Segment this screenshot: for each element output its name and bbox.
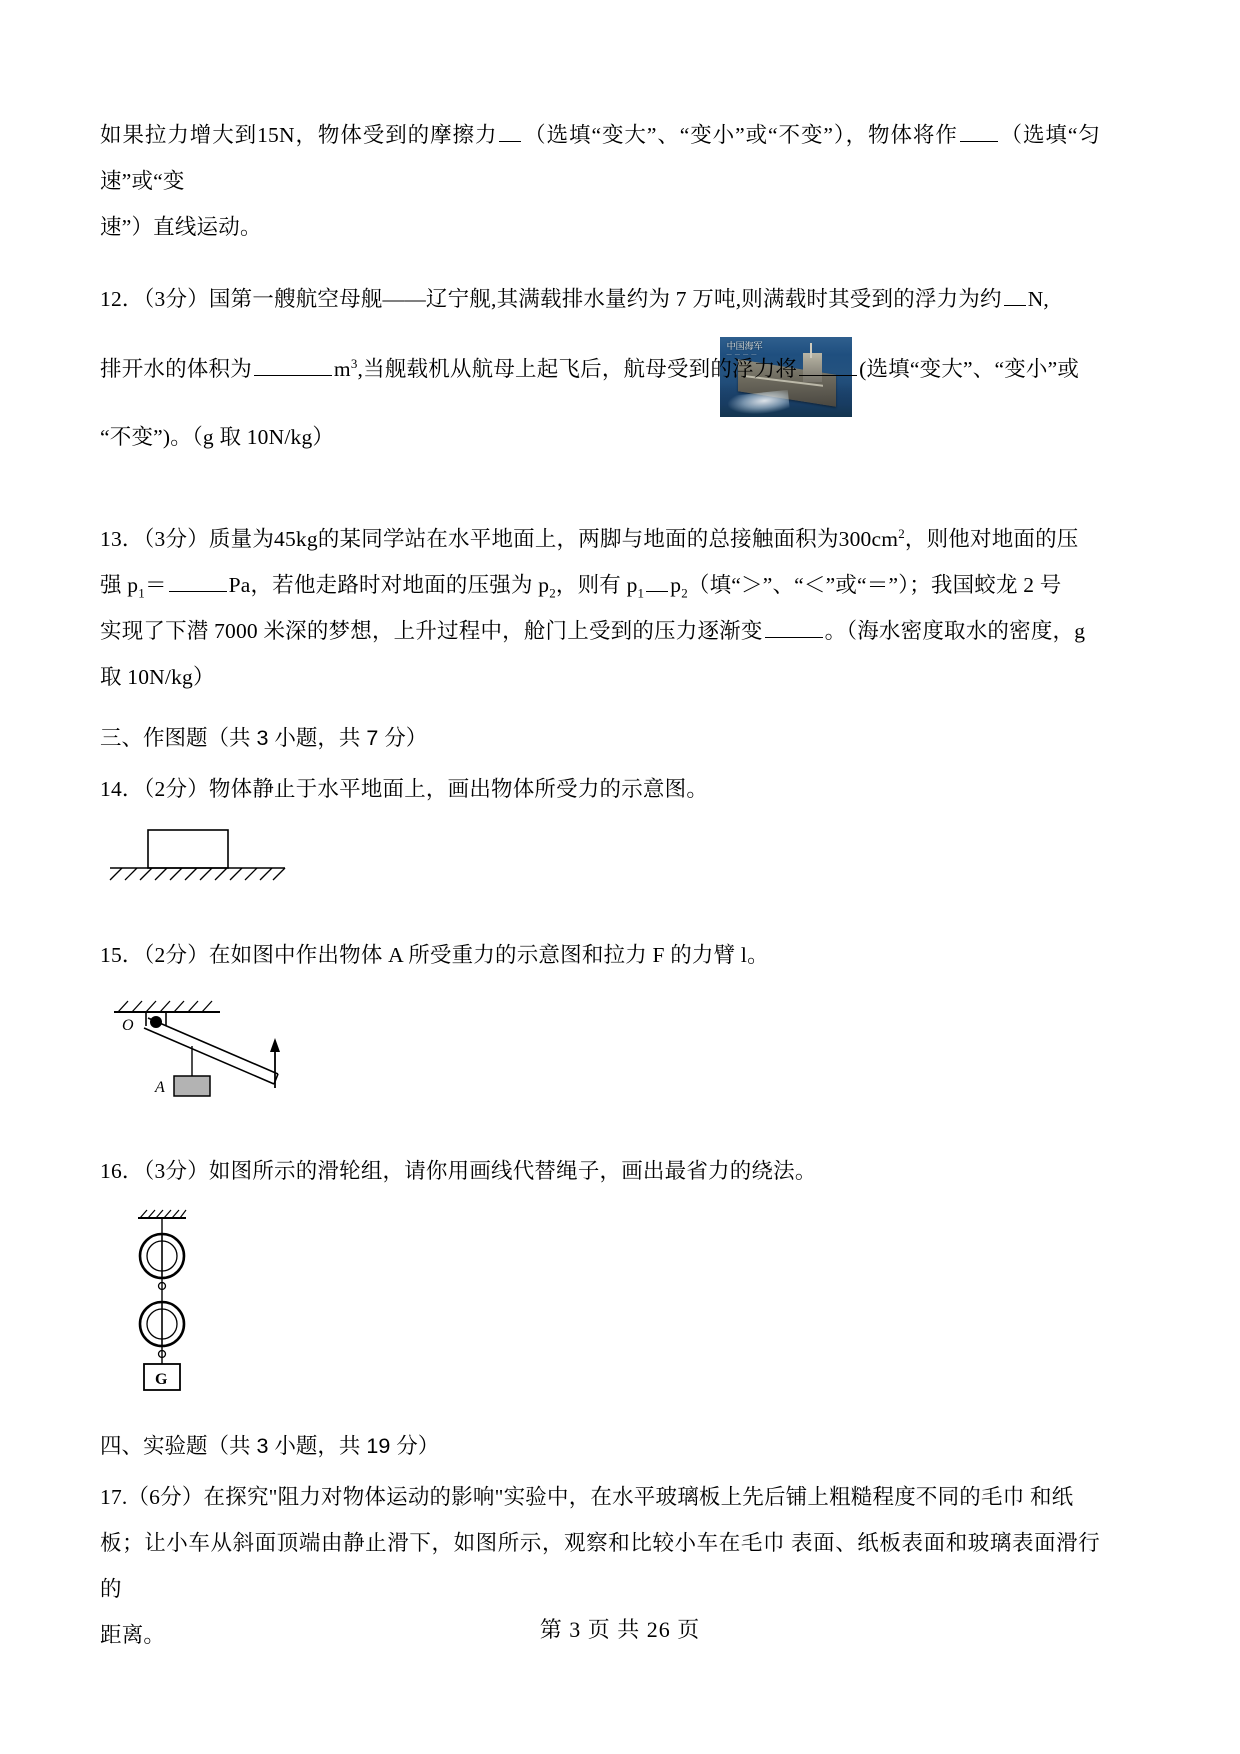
q13-line3-a: 实现了下潜 7000 米深的梦想，上升过程中，舱门上受到的压力逐渐变 (100, 619, 763, 643)
photo-caption-text: 中国海军 (726, 341, 763, 351)
q13-p1-sub: 1 (138, 585, 145, 601)
question-11-continuation (100, 112, 1100, 250)
figure-q14-block-on-ground (100, 822, 1100, 898)
q16-line-1 (100, 1148, 1100, 1194)
q15-score: （2分） (143, 943, 209, 967)
q14-diagram-svg (100, 822, 340, 898)
q17-number: 17. (100, 1485, 128, 1509)
q13-equals: ＝ (144, 573, 167, 597)
q11-text-a: 如果拉力增大到 (100, 123, 258, 147)
gap-before-q15 (100, 902, 1100, 932)
q16-text: 如图所示的滑轮组，请你用画线代替绳子，画出最省力的绕法。 (208, 1159, 817, 1183)
q13-line-1 (100, 516, 1100, 562)
section-heading-3: 三、作图题（共 3 小题，共 7 分） (100, 726, 428, 750)
q12-line2-b: ,当舰载机从航母上起飞后，航母受到的浮力将 (357, 357, 798, 381)
q15-force-arrow-head (270, 1038, 280, 1052)
q13-line3-b: 。（海水密度取水的密度，g (824, 619, 1086, 643)
section-heading-4: 四、实验题（共 3 小题，共 19 分） (100, 1434, 440, 1458)
q15-diagram-svg (100, 988, 360, 1118)
question-12 (100, 276, 1100, 460)
q12-blank-3[interactable] (799, 356, 857, 376)
q17-text-line1: 在探究"阻力对物体运动的影响"实验中，在水平玻璃板上先后铺上粗糙程度不同的毛巾 和纸 (203, 1485, 1074, 1509)
q12-unit-exponent: 3 (350, 355, 358, 371)
q14-number: 14． (100, 777, 144, 801)
question-16 (100, 1148, 1100, 1404)
q14-block-rect (148, 830, 228, 868)
q11-text-b: ，物体受到的摩擦力 (294, 123, 498, 147)
q14-text: 物体静止于水平地面上，画出物体所受力的示意图。 (208, 777, 709, 801)
q13-text-a: 质量为 (208, 527, 275, 551)
q13-text-c: ，则他对地面的压 (904, 527, 1079, 551)
q15-text: 在如图中作出物体 A 所受重力的示意图和拉力 F 的力臂 l。 (208, 943, 769, 967)
q16-number: 16． (100, 1159, 144, 1183)
gap-before-q13 (100, 464, 1100, 516)
q13-blank-1[interactable] (169, 572, 227, 592)
q11-line-1 (100, 112, 1100, 204)
q12-text-d: N, (1027, 287, 1050, 311)
q12-line3-b: 取 10N/kg） (219, 425, 335, 449)
gap-before-q12 (100, 254, 1100, 276)
page-footer: 第 3 页 共 26 页 (539, 1617, 701, 1642)
q13-area-value: 300cm (838, 527, 899, 551)
q12-blank-2[interactable] (254, 356, 332, 376)
q15-label-o: O (122, 1017, 134, 1034)
q17-line-1 (100, 1474, 1100, 1520)
figure-q16-pulley-system (100, 1204, 1100, 1404)
q13-line-4: 取 10N/kg） (100, 665, 215, 689)
q12-line-1 (100, 276, 1100, 322)
q13-mass-value: 45kg (274, 527, 318, 551)
q13-p1-sub-b: 1 (637, 585, 645, 601)
figure-q15-lever (100, 988, 1100, 1118)
question-15 (100, 932, 1100, 1118)
question-13 (100, 516, 1100, 700)
q12-text-c: 万吨,则满载时其受到的浮力为约 (692, 287, 1002, 311)
q16-score: （3分） (143, 1159, 209, 1183)
q16-ceiling-hatching (140, 1210, 186, 1218)
q12-line-3 (100, 414, 1100, 460)
q12-blank-1[interactable] (1004, 286, 1026, 306)
q12-score: （3分） (143, 287, 209, 311)
photo-caption-sub: — — — — (726, 353, 758, 358)
q17-score: （6分） (127, 1485, 204, 1509)
q12-text-a: 国第一艘航空母舰——辽宁舰,其满载排水量约为 (208, 287, 671, 311)
q13-blank-2[interactable] (646, 572, 668, 592)
q13-line-2 (100, 562, 1100, 608)
q11-force-value: 15N (257, 123, 295, 147)
q14-line-1 (100, 766, 1100, 812)
q12-line2-a: 排开水的体积为 (100, 357, 252, 381)
q12-line3-a: “不变”)。（g (100, 425, 214, 449)
q11-text-c: （选填“变大”、“变小”或“不变”），物体将作 (523, 123, 958, 147)
q13-line-3 (100, 608, 1100, 654)
q15-line-1 (100, 932, 1100, 978)
q13-unit-pa: Pa (228, 573, 251, 597)
q13-text-b: 的某同学站在水平地面上，两脚与地面的总接触面积为 (317, 527, 839, 551)
q15-number: 15． (100, 943, 144, 967)
q13-number: 13． (100, 527, 144, 551)
q13-line2-e: p (670, 573, 682, 597)
gap-before-q16 (100, 1122, 1100, 1148)
q12-number: 12． (100, 287, 144, 311)
q12-line2-c: (选填“变大”、“变小”或 (859, 357, 1080, 381)
q17-line-3: 距离。 (100, 1623, 166, 1647)
q13-area-exponent: 2 (898, 525, 905, 541)
q12-unit-m: m (333, 357, 351, 381)
q13-line2-d: ，则有 p (555, 573, 638, 597)
q16-diagram-svg (100, 1204, 340, 1404)
q13-blank-3[interactable] (765, 618, 823, 638)
q12-line-2 (100, 346, 1100, 392)
q14-ground-hatching (110, 868, 285, 880)
q13-p1-label: 强 p (100, 573, 139, 597)
q16-load-label-g: G (155, 1371, 168, 1388)
q11-line-2: 速”）直线运动。 (100, 215, 262, 239)
q11-text-d: （选填“匀速”或“变 (100, 123, 1101, 193)
q15-lever-top-edge (148, 1018, 278, 1074)
q13-line2-c: ，若他走路时对地面的压强为 p (250, 573, 550, 597)
q13-score: （3分） (143, 527, 209, 551)
q11-blank-2[interactable] (960, 122, 998, 142)
q13-line2-f: （填“＞”、“＜”或“＝”）；我国蛟龙 2 号 (687, 573, 1062, 597)
q14-score: （2分） (143, 777, 209, 801)
q17-line-2: 板；让小车从斜面顶端由静止滑下，如图所示，观察和比较小车在毛巾 表面、纸板表面和玻璃表面滑行的 (100, 1531, 1100, 1601)
q13-p2-sub: 2 (549, 585, 556, 601)
q12-tonnage: 7 (675, 287, 687, 311)
q11-blank-1[interactable] (499, 122, 521, 142)
page-content (100, 112, 1100, 1662)
q15-label-a: A (155, 1079, 165, 1096)
question-14 (100, 766, 1100, 898)
q15-ceiling-hatching (118, 1001, 212, 1012)
q15-block-a (174, 1076, 210, 1096)
q13-p2-sub-b: 2 (681, 585, 688, 601)
